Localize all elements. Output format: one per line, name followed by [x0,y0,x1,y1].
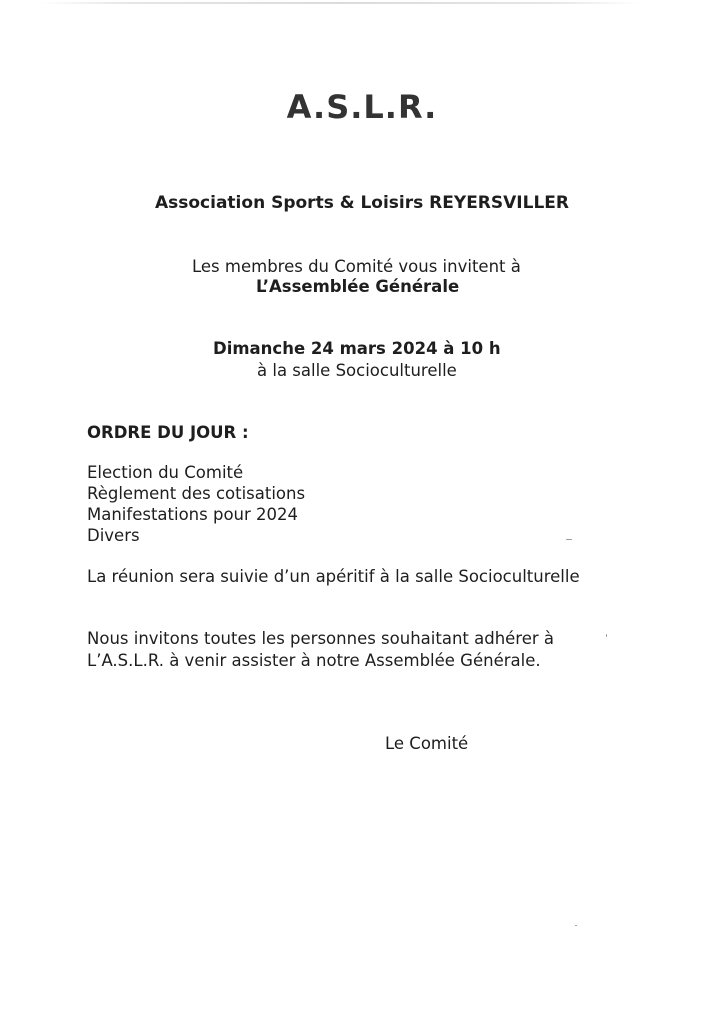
membership-line: Nous invitons toutes les personnes souhaitant adhérer à [87,629,555,648]
agenda-item: Manifestations pour 2024 [87,505,299,524]
reunion-note: La réunion sera suivie d’un apéritif à la salle Socioculturelle [87,567,580,586]
scan-speck [566,539,572,540]
agenda-list [87,462,305,546]
agenda-item: Divers [87,526,140,545]
event-date-time: Dimanche 24 mars 2024 à 10 h [213,339,501,358]
association-name: Association Sports & Loisirs REYERSVILLER [154,193,569,213]
scan-speck [606,634,607,637]
invitation-intro: Les membres du Comité vous invitent à [192,257,521,276]
scan-edge [40,2,640,4]
agenda-item: Règlement des cotisations [87,484,306,503]
agenda-item: Election du Comité [87,463,244,482]
membership-paragraph [87,628,607,672]
event-name: L’Assemblée Générale [256,277,460,296]
event-venue: à la salle Socioculturelle [257,361,457,380]
signature: Le Comité [385,734,469,753]
membership-line: L’A.S.L.R. à venir assister à notre Assemblée Générale. [87,651,541,670]
agenda-heading: ORDRE DU JOUR : [87,423,249,442]
scan-speck [575,925,577,926]
document-title: A.S.L.R. [286,88,438,126]
